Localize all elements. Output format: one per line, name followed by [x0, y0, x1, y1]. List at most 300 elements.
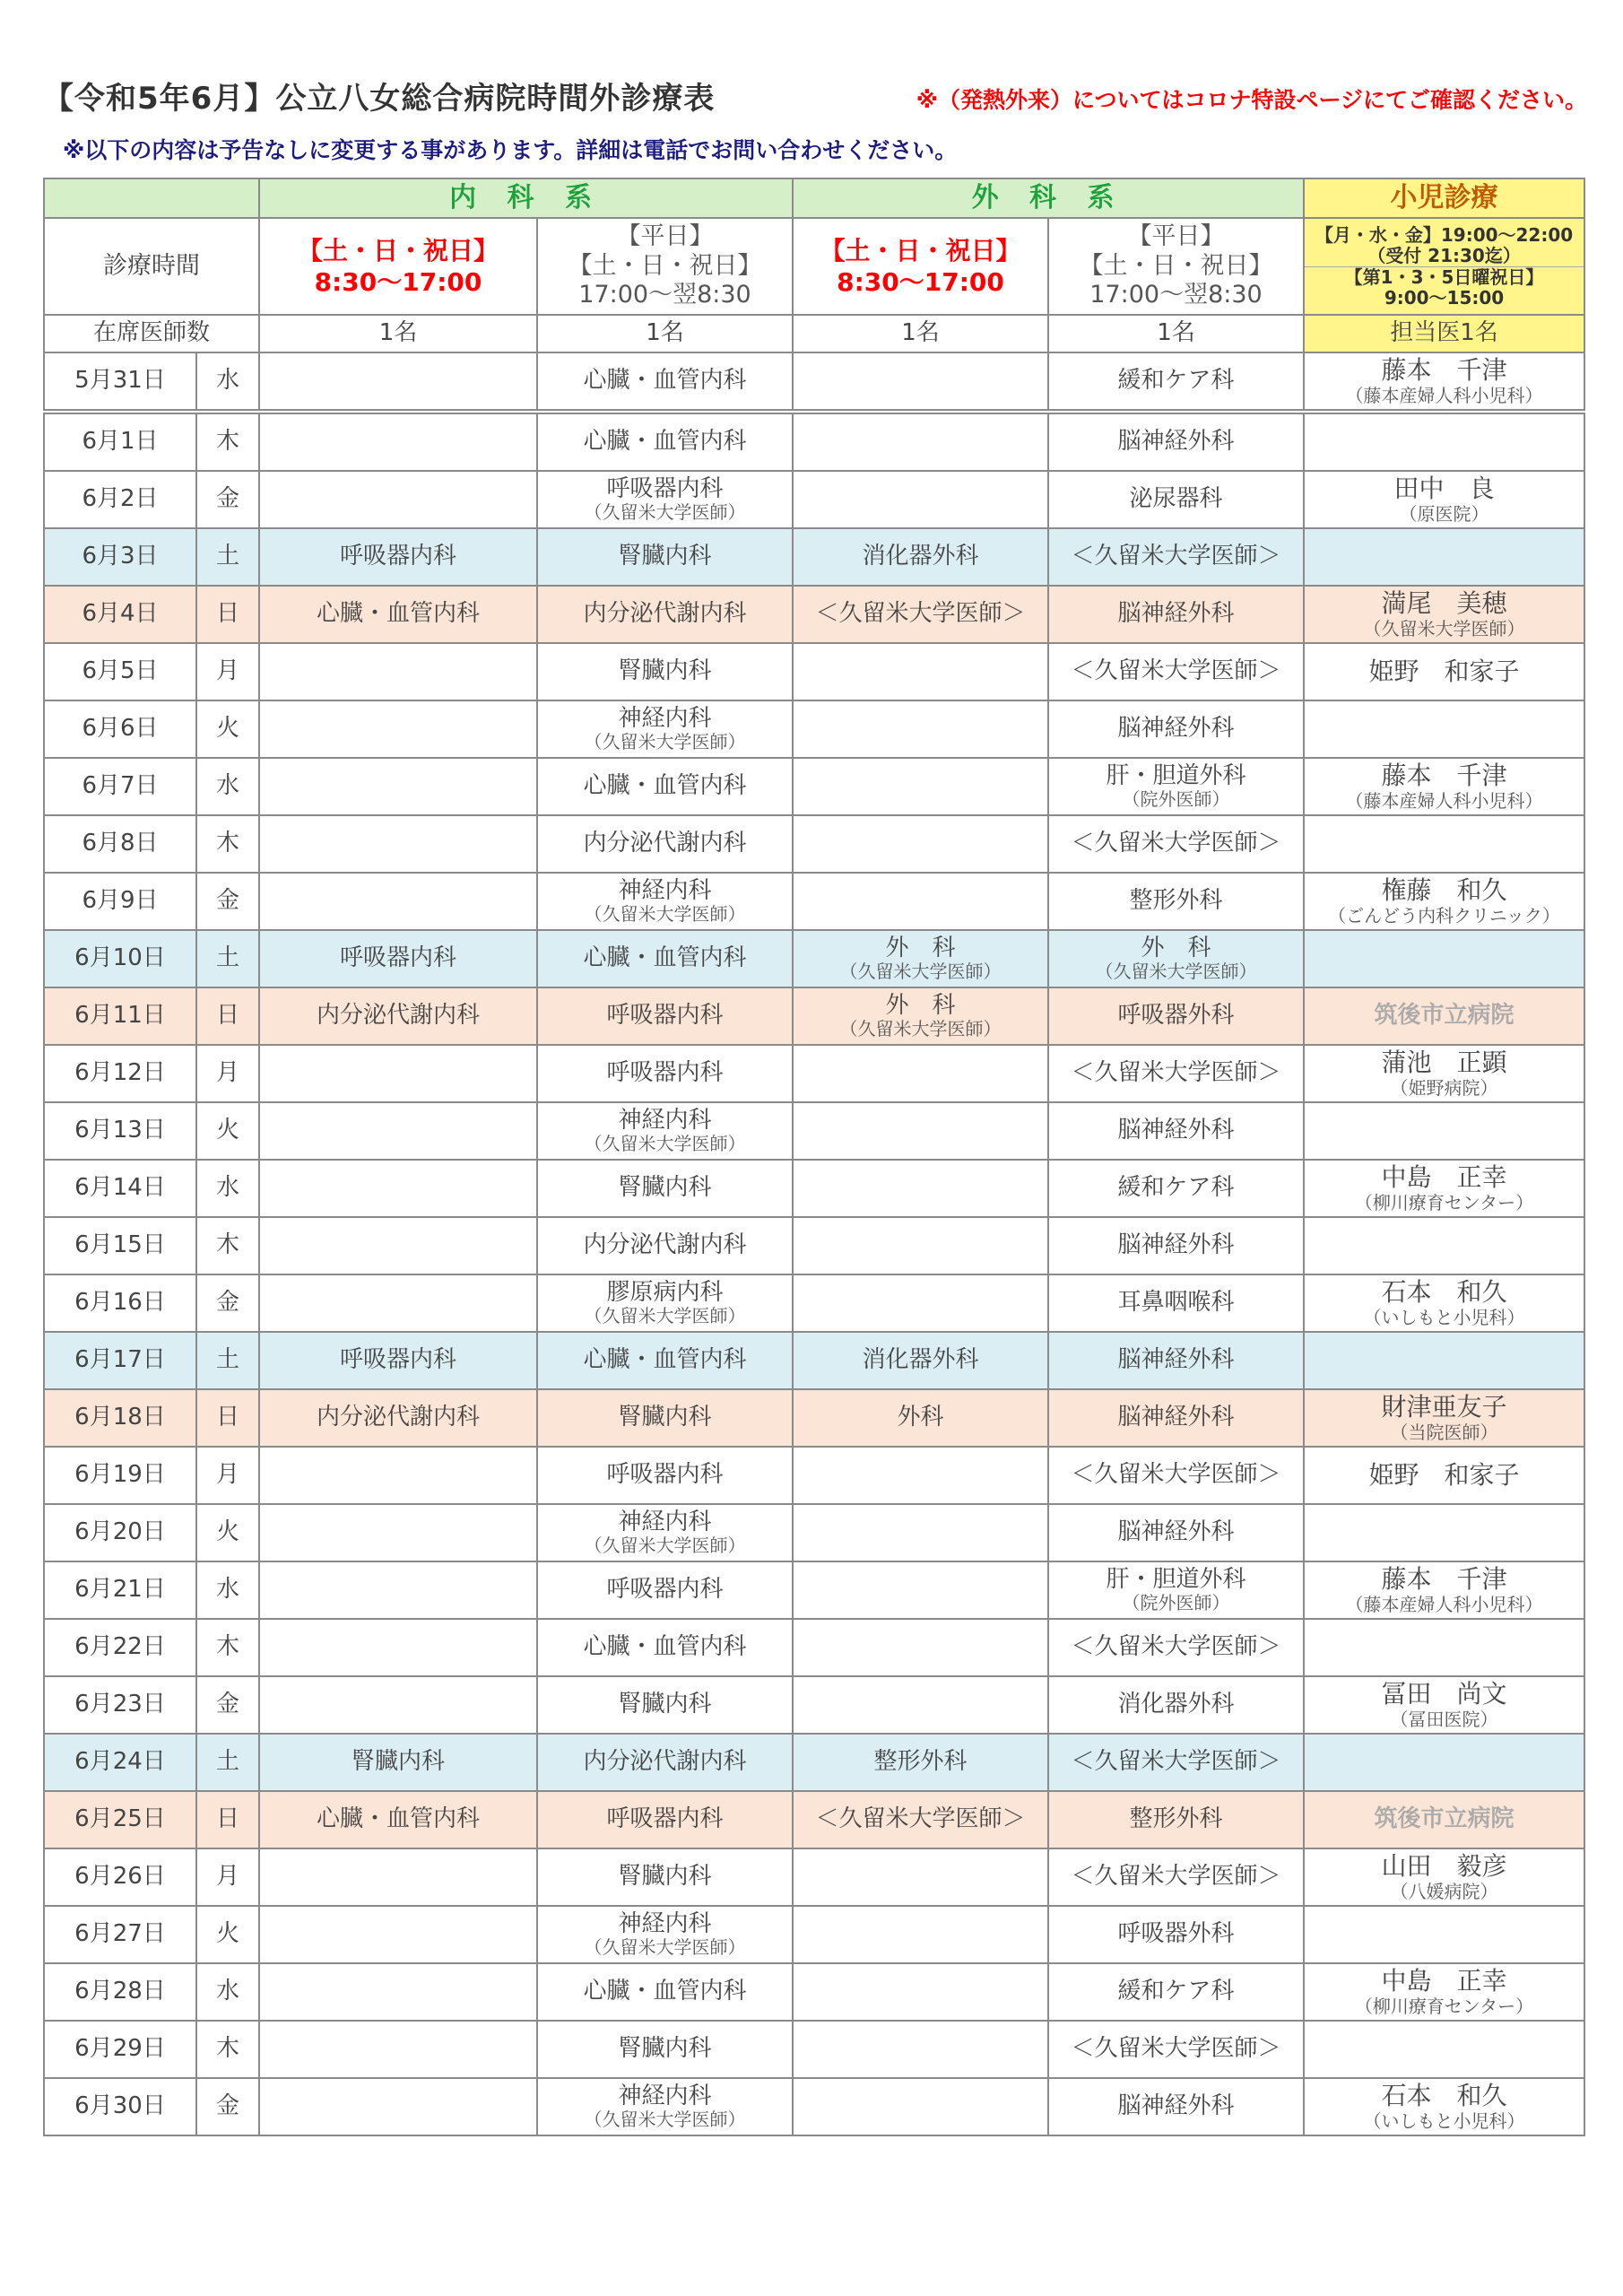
surgical-night-dept: [1048, 1561, 1304, 1619]
table-row: [44, 528, 1584, 586]
date-cell: [44, 758, 196, 815]
pediatric-doctor-text: 山田 毅彦: [1381, 1851, 1507, 1882]
staff-label: 在席医師数: [44, 315, 259, 352]
weekday-cell-text: 金: [215, 1289, 239, 1317]
table-row: [44, 1963, 1584, 2021]
weekday-cell-text: 木: [215, 1633, 239, 1661]
internal-holiday-dept: [259, 2021, 537, 2078]
surgical-holiday-dept: [793, 1676, 1048, 1734]
pediatric-doctor-affiliation: （藤本産婦人科小児科）: [1345, 1593, 1543, 1615]
page-title: 【令和5年6月】公立八女総合病院時間外診療表: [43, 81, 716, 117]
internal-night-dept-text: 心臓・血管内科: [583, 1978, 747, 2005]
internal-holiday-dept: [259, 1102, 537, 1160]
surgical-night-dept-text: 緩和ケア科: [1117, 1174, 1235, 1202]
internal-night-dept: [537, 815, 793, 873]
table-row: [44, 1619, 1584, 1676]
date-cell: [44, 1504, 196, 1561]
table-row: [44, 1332, 1584, 1389]
pediatric-doctor: [1304, 1619, 1584, 1676]
surgical-night-dept: [1048, 873, 1304, 930]
table-row: [44, 1676, 1584, 1734]
weekday-cell: [196, 1734, 259, 1791]
date-cell: [44, 1447, 196, 1504]
internal-night-dept-text: 内分泌代謝内科: [583, 1748, 747, 1776]
surgical-holiday-dept: [793, 1045, 1048, 1102]
internal-night-dept-text: 神経内科: [618, 1106, 712, 1134]
pediatric-doctor: [1304, 1734, 1584, 1791]
internal-night-dept: [537, 1734, 793, 1791]
weekday-cell: [196, 1561, 259, 1619]
date-cell: [44, 1791, 196, 1848]
holiday-hours: 8:30〜17:00: [837, 267, 1004, 297]
table-row: [44, 1734, 1584, 1791]
weekday-cell-text: 土: [215, 1748, 239, 1776]
weekday-cell: [196, 1906, 259, 1963]
surgical-holiday-dept-text: 外 科: [885, 991, 956, 1019]
date-cell: [44, 1848, 196, 1906]
pediatric-doctor: [1304, 352, 1584, 412]
surgical-night-dept: [1048, 2078, 1304, 2135]
internal-night-dept-text: 腎臓内科: [618, 543, 712, 570]
internal-night-dept-text: 心臓・血管内科: [583, 1346, 747, 1374]
internal-night-dept-affiliation: （久留米大学医師）: [584, 2109, 746, 2131]
internal-night-dept-text: 腎臓内科: [618, 1404, 712, 1431]
surgical-holiday-dept-text: 外 科: [885, 934, 956, 961]
surgical-holiday-dept: [793, 1389, 1048, 1447]
internal-night-dept-affiliation: （久留米大学医師）: [584, 731, 746, 753]
pediatric-doctor-affiliation: （藤本産婦人科小児科）: [1345, 384, 1543, 406]
surgical-night-dept: [1048, 930, 1304, 987]
internal-holiday-dept: [259, 1561, 537, 1619]
internal-night-dept-text: 心臓・血管内科: [583, 772, 747, 800]
internal-holiday-dept: [259, 1848, 537, 1906]
surgical-night-dept-text: 整形外科: [1129, 887, 1223, 915]
surgical-night-dept-text: 肝・胆道外科: [1106, 1565, 1246, 1593]
internal-night-hours: [537, 218, 793, 315]
table-row: [44, 873, 1584, 930]
date-cell: [44, 1906, 196, 1963]
internal-night-dept: [537, 1045, 793, 1102]
surgical-night-dept: [1048, 1217, 1304, 1274]
internal-night-dept-text: 呼吸器内科: [606, 1461, 724, 1489]
weekday-cell: [196, 412, 259, 471]
surgical-night-dept-text: ＜久留米大学医師＞: [1071, 830, 1281, 857]
weekday-cell: [196, 1102, 259, 1160]
surgical-night-dept: [1048, 1102, 1304, 1160]
internal-holiday-dept: [259, 528, 537, 586]
surgical-night-dept-text: 整形外科: [1129, 1805, 1223, 1833]
date-cell-text: 6月26日: [74, 1863, 166, 1891]
date-cell: [44, 930, 196, 987]
surgical-night-dept: [1048, 1848, 1304, 1906]
night-hours: 17:00〜翌8:30: [1089, 281, 1263, 309]
internal-holiday-dept: [259, 352, 537, 412]
table-row: [44, 1504, 1584, 1561]
weekday-cell-text: 金: [215, 2092, 239, 2120]
pediatric-doctor: [1304, 2078, 1584, 2135]
internal-night-dept-affiliation: （久留米大学医師）: [584, 501, 746, 524]
internal-night-dept: [537, 1676, 793, 1734]
date-cell-text: 6月8日: [82, 830, 159, 857]
date-cell-text: 6月4日: [82, 600, 159, 628]
surgical-holiday-dept: [793, 987, 1048, 1045]
surgical-holiday-dept: [793, 1504, 1048, 1561]
date-cell-text: 6月20日: [74, 1518, 166, 1546]
weekday-cell: [196, 1332, 259, 1389]
surgical-holiday-dept: [793, 873, 1048, 930]
internal-holiday-dept: [259, 1160, 537, 1217]
holiday-label: 【土・日・祝日】: [820, 236, 1021, 265]
internal-night-dept: [537, 1274, 793, 1332]
date-cell: [44, 987, 196, 1045]
table-row: [44, 1389, 1584, 1447]
weekday-cell: [196, 815, 259, 873]
date-cell-text: 6月5日: [82, 657, 159, 685]
internal-night-dept-text: 呼吸器内科: [606, 474, 724, 502]
pediatric-doctor: [1304, 528, 1584, 586]
date-cell-text: 6月27日: [74, 1920, 166, 1948]
schedule-table: [43, 178, 1585, 2136]
surgical-night-dept-text: 脳神経外科: [1117, 2092, 1235, 2120]
table-row: [44, 930, 1584, 987]
weekday-cell: [196, 1619, 259, 1676]
surgical-night-dept-text: ＜久留米大学医師＞: [1071, 1748, 1281, 1776]
surgical-holiday-dept: [793, 2078, 1048, 2135]
table-row: [44, 1561, 1584, 1619]
surgical-night-dept: [1048, 1274, 1304, 1332]
surgical-night-dept: [1048, 471, 1304, 528]
internal-holiday-dept-text: 内分泌代謝内科: [316, 1404, 480, 1431]
weekday-cell-text: 金: [215, 485, 239, 513]
internal-night-dept: [537, 987, 793, 1045]
group-surgery: 外 科 系: [793, 178, 1304, 218]
internal-night-dept: [537, 1963, 793, 2021]
surgical-holiday-dept: [793, 1561, 1048, 1619]
surgical-holiday-dept: [793, 1619, 1048, 1676]
date-cell-text: 6月22日: [74, 1633, 166, 1661]
surgical-holiday-dept: [793, 700, 1048, 758]
pediatric-doctor: [1304, 1848, 1584, 1906]
internal-night-dept: [537, 700, 793, 758]
date-cell: [44, 873, 196, 930]
surgical-night-dept-text: 外 科: [1141, 934, 1211, 961]
surgical-holiday-dept: [793, 643, 1048, 700]
internal-night-dept-text: 神経内科: [618, 2082, 712, 2109]
pediatric-doctor: [1304, 586, 1584, 643]
night-hours: 17:00〜翌8:30: [578, 281, 751, 309]
weekday-cell-text: 水: [215, 1978, 239, 2005]
staff-count: 1名: [793, 315, 1048, 352]
surgical-holiday-dept: [793, 930, 1048, 987]
table-row: [44, 1045, 1584, 1102]
internal-night-dept: [537, 1332, 793, 1389]
internal-holiday-dept: [259, 815, 537, 873]
date-cell: [44, 1160, 196, 1217]
weekday-cell-text: 水: [215, 772, 239, 800]
weekday-cell: [196, 1389, 259, 1447]
date-cell-text: 6月23日: [74, 1691, 166, 1718]
weekday-cell: [196, 1504, 259, 1561]
surgical-night-dept: [1048, 1619, 1304, 1676]
internal-night-dept-text: 腎臓内科: [618, 2035, 712, 2063]
surgical-holiday-dept: [793, 1963, 1048, 2021]
staff-count: 1名: [1048, 315, 1304, 352]
surgical-night-dept-text: 脳神経外科: [1117, 1518, 1235, 1546]
surgical-night-dept: [1048, 643, 1304, 700]
weekday-cell-text: 木: [215, 830, 239, 857]
pediatric-doctor-affiliation: （当院医師）: [1390, 1421, 1498, 1443]
weekday-cell-text: 木: [215, 1231, 239, 1259]
pediatric-doctor: [1304, 643, 1584, 700]
surgical-holiday-dept: [793, 1332, 1048, 1389]
internal-holiday-dept: [259, 643, 537, 700]
weekday-label: 【平日】: [1127, 222, 1225, 251]
date-cell: [44, 528, 196, 586]
pediatric-doctor: [1304, 930, 1584, 987]
internal-holiday-dept: [259, 873, 537, 930]
pediatric-doctor-text: 姫野 和家子: [1368, 1459, 1520, 1490]
surgical-holiday-dept: [793, 528, 1048, 586]
pediatric-doctor: [1304, 1274, 1584, 1332]
weekday-cell: [196, 2078, 259, 2135]
date-cell-text: 6月29日: [74, 2035, 166, 2063]
pediatric-doctor: [1304, 1963, 1584, 2021]
internal-night-dept-text: 心臓・血管内科: [583, 428, 747, 456]
date-cell: [44, 1619, 196, 1676]
group-header-row: [44, 178, 1584, 218]
weekday-cell-text: 火: [215, 1117, 239, 1144]
surgical-night-dept: [1048, 1906, 1304, 1963]
table-row: [44, 2078, 1584, 2135]
weekday-cell-text: 土: [215, 944, 239, 972]
internal-night-dept: [537, 1389, 793, 1447]
weekday-cell: [196, 2021, 259, 2078]
pediatric-doctor: [1304, 987, 1584, 1045]
pediatric-doctor: [1304, 1906, 1584, 1963]
surgical-night-dept-text: ＜久留米大学医師＞: [1071, 543, 1281, 570]
pediatric-doctor-affiliation: （いしもと小児科）: [1363, 2109, 1525, 2132]
weekday-cell: [196, 352, 259, 412]
surgical-night-dept: [1048, 1045, 1304, 1102]
surgical-holiday-hours: [793, 218, 1048, 315]
pediatric-doctor: [1304, 412, 1584, 471]
internal-night-dept-affiliation: （久留米大学医師）: [584, 1535, 746, 1557]
internal-night-dept-text: 内分泌代謝内科: [583, 830, 747, 857]
internal-holiday-dept: [259, 1504, 537, 1561]
pediatric-doctor-text: 姫野 和家子: [1368, 656, 1520, 686]
surgical-night-dept-text: ＜久留米大学医師＞: [1071, 2035, 1281, 2063]
internal-night-dept-text: 神経内科: [618, 1508, 712, 1535]
table-row: [44, 1102, 1584, 1160]
internal-holiday-dept: [259, 930, 537, 987]
date-cell-text: 6月24日: [74, 1748, 166, 1776]
internal-night-dept: [537, 1504, 793, 1561]
surgical-night-dept: [1048, 1504, 1304, 1561]
internal-holiday-dept: [259, 1332, 537, 1389]
internal-holiday-dept: [259, 1274, 537, 1332]
surgical-night-dept-text: 耳鼻咽喉科: [1117, 1289, 1235, 1317]
surgical-night-dept: [1048, 2021, 1304, 2078]
surgical-holiday-dept-text: 整形外科: [873, 1748, 968, 1776]
internal-night-dept: [537, 1102, 793, 1160]
internal-night-dept: [537, 1217, 793, 1274]
date-cell: [44, 1734, 196, 1791]
date-cell: [44, 352, 196, 412]
internal-night-dept-affiliation: （久留米大学医師）: [584, 903, 746, 926]
pediatric-doctor-text: 筑後市立病院: [1374, 1002, 1515, 1030]
weekday-cell-text: 水: [215, 1174, 239, 1202]
internal-holiday-dept: [259, 412, 537, 471]
internal-night-dept: [537, 1619, 793, 1676]
surgical-night-dept-text: ＜久留米大学医師＞: [1071, 1059, 1281, 1087]
table-row: [44, 471, 1584, 528]
internal-night-dept-text: 神経内科: [618, 704, 712, 732]
date-cell-text: 5月31日: [74, 367, 166, 395]
weekday-cell: [196, 1045, 259, 1102]
internal-night-dept-affiliation: （久留米大学医師）: [584, 1133, 746, 1155]
pediatric-doctor: [1304, 1676, 1584, 1734]
pediatric-doctor: [1304, 1447, 1584, 1504]
date-cell: [44, 1561, 196, 1619]
internal-night-dept-text: 膠原病内科: [606, 1278, 724, 1306]
weekday-cell: [196, 1447, 259, 1504]
date-cell-text: 6月3日: [82, 543, 159, 570]
internal-holiday-dept-text: 呼吸器内科: [339, 1346, 456, 1374]
surgical-night-dept-text: 脳神経外科: [1117, 1231, 1235, 1259]
weekday-cell: [196, 758, 259, 815]
pediatric-doctor-affiliation: （久留米大学医師）: [1363, 617, 1525, 639]
surgical-night-dept-text: 泌尿器科: [1129, 485, 1223, 513]
surgical-night-dept: [1048, 352, 1304, 412]
weekday-cell: [196, 586, 259, 643]
surgical-night-dept: [1048, 1447, 1304, 1504]
internal-holiday-dept: [259, 700, 537, 758]
surgical-night-dept: [1048, 815, 1304, 873]
surgical-holiday-dept-text: ＜久留米大学医師＞: [815, 1805, 1026, 1833]
weekday-cell: [196, 930, 259, 987]
internal-holiday-dept-text: 心臓・血管内科: [316, 1805, 480, 1833]
pediatric-doctor: [1304, 1561, 1584, 1619]
table-row: [44, 1447, 1584, 1504]
weekday-cell-text: 月: [215, 657, 239, 685]
date-cell-text: 6月17日: [74, 1346, 166, 1374]
date-cell: [44, 815, 196, 873]
pediatric-doctor-affiliation: （柳川療育センター）: [1354, 1191, 1534, 1213]
table-row: [44, 643, 1584, 700]
internal-night-dept: [537, 1791, 793, 1848]
ped-hours-line4: 9:00〜15:00: [1384, 286, 1505, 309]
date-cell-text: 6月14日: [74, 1174, 166, 1202]
internal-night-dept-text: 呼吸器内科: [606, 1002, 724, 1030]
date-cell-text: 6月11日: [74, 1002, 166, 1030]
date-cell-text: 6月19日: [74, 1461, 166, 1489]
date-cell-text: 6月15日: [74, 1231, 166, 1259]
internal-night-dept-affiliation: （久留米大学医師）: [584, 1305, 746, 1327]
pediatric-doctor: [1304, 2021, 1584, 2078]
internal-holiday-dept-text: 呼吸器内科: [339, 944, 456, 972]
internal-holiday-dept: [259, 471, 537, 528]
date-cell: [44, 471, 196, 528]
internal-holiday-dept: [259, 1389, 537, 1447]
surgical-night-dept: [1048, 528, 1304, 586]
staff-count: 1名: [537, 315, 793, 352]
date-cell-text: 6月9日: [82, 887, 159, 915]
internal-night-dept-text: 呼吸器内科: [606, 1576, 724, 1604]
pediatric-doctor-text: 藤本 千津: [1381, 761, 1507, 791]
surgical-night-dept-text: 脳神経外科: [1117, 600, 1235, 628]
pediatric-doctor: [1304, 1160, 1584, 1217]
pediatric-doctor: [1304, 1045, 1584, 1102]
surgical-holiday-dept: [793, 1102, 1048, 1160]
surgical-night-hours: [1048, 218, 1304, 315]
surgical-holiday-dept: [793, 1217, 1048, 1274]
weekday-cell-text: 日: [215, 1002, 239, 1030]
date-cell-text: 6月7日: [82, 772, 159, 800]
hours-row: [44, 218, 1584, 315]
weekday-cell-text: 土: [215, 543, 239, 570]
surgical-holiday-dept: [793, 352, 1048, 412]
pediatric-doctor-text: 藤本 千津: [1381, 355, 1507, 386]
weekday-cell: [196, 1217, 259, 1274]
surgical-night-dept-text: 脳神経外科: [1117, 1404, 1235, 1431]
group-internal-medicine: 内 科 系: [259, 178, 793, 218]
pediatric-doctor-text: 田中 良: [1393, 474, 1495, 504]
surgical-night-dept-text: ＜久留米大学医師＞: [1071, 1461, 1281, 1489]
pediatric-doctor-affiliation: （冨田医院）: [1390, 1708, 1498, 1730]
date-cell-text: 6月25日: [74, 1805, 166, 1833]
table-row: [44, 2021, 1584, 2078]
group-header-blank: [44, 178, 259, 218]
internal-night-dept: [537, 2021, 793, 2078]
pediatric-doctor-text: 権藤 和久: [1381, 875, 1507, 906]
pediatric-doctor-text: 筑後市立病院: [1374, 1805, 1515, 1833]
pediatric-doctor: [1304, 815, 1584, 873]
pediatric-doctor: [1304, 1102, 1584, 1160]
internal-night-dept: [537, 873, 793, 930]
pediatric-doctor-text: 中島 正幸: [1381, 1162, 1507, 1193]
surgical-night-dept-text: ＜久留米大学医師＞: [1071, 1863, 1281, 1891]
pediatric-hours: [1304, 218, 1584, 315]
internal-night-dept: [537, 1447, 793, 1504]
pediatric-doctor-affiliation: （柳川療育センター）: [1354, 1995, 1534, 2017]
pediatric-doctor: [1304, 1389, 1584, 1447]
internal-night-dept: [537, 643, 793, 700]
table-row: [44, 586, 1584, 643]
pediatric-doctor-text: 蒲池 正顕: [1381, 1048, 1507, 1078]
internal-holiday-hours: [259, 218, 537, 315]
internal-holiday-dept: [259, 1045, 537, 1102]
surgical-holiday-dept-text: ＜久留米大学医師＞: [815, 600, 1026, 628]
table-row: [44, 987, 1584, 1045]
date-cell: [44, 1102, 196, 1160]
weekday-cell-text: 日: [215, 600, 239, 628]
pediatric-doctor-text: 満尾 美穂: [1381, 588, 1507, 619]
pediatric-doctor-affiliation: （藤本産婦人科小児科）: [1345, 789, 1543, 812]
internal-night-dept-text: 呼吸器内科: [606, 1059, 724, 1087]
surgical-holiday-dept: [793, 1447, 1048, 1504]
group-pediatrics: 小児診療: [1304, 178, 1584, 218]
internal-holiday-dept: [259, 1447, 537, 1504]
internal-night-dept: [537, 528, 793, 586]
table-row: [44, 815, 1584, 873]
surgical-night-dept-text: 脳神経外科: [1117, 715, 1235, 743]
date-cell: [44, 643, 196, 700]
internal-holiday-dept: [259, 758, 537, 815]
date-cell-text: 6月1日: [82, 428, 159, 456]
internal-holiday-dept: [259, 1906, 537, 1963]
surgical-night-dept-text: ＜久留米大学医師＞: [1071, 1633, 1281, 1661]
internal-night-dept-affiliation: （久留米大学医師）: [584, 1936, 746, 1959]
